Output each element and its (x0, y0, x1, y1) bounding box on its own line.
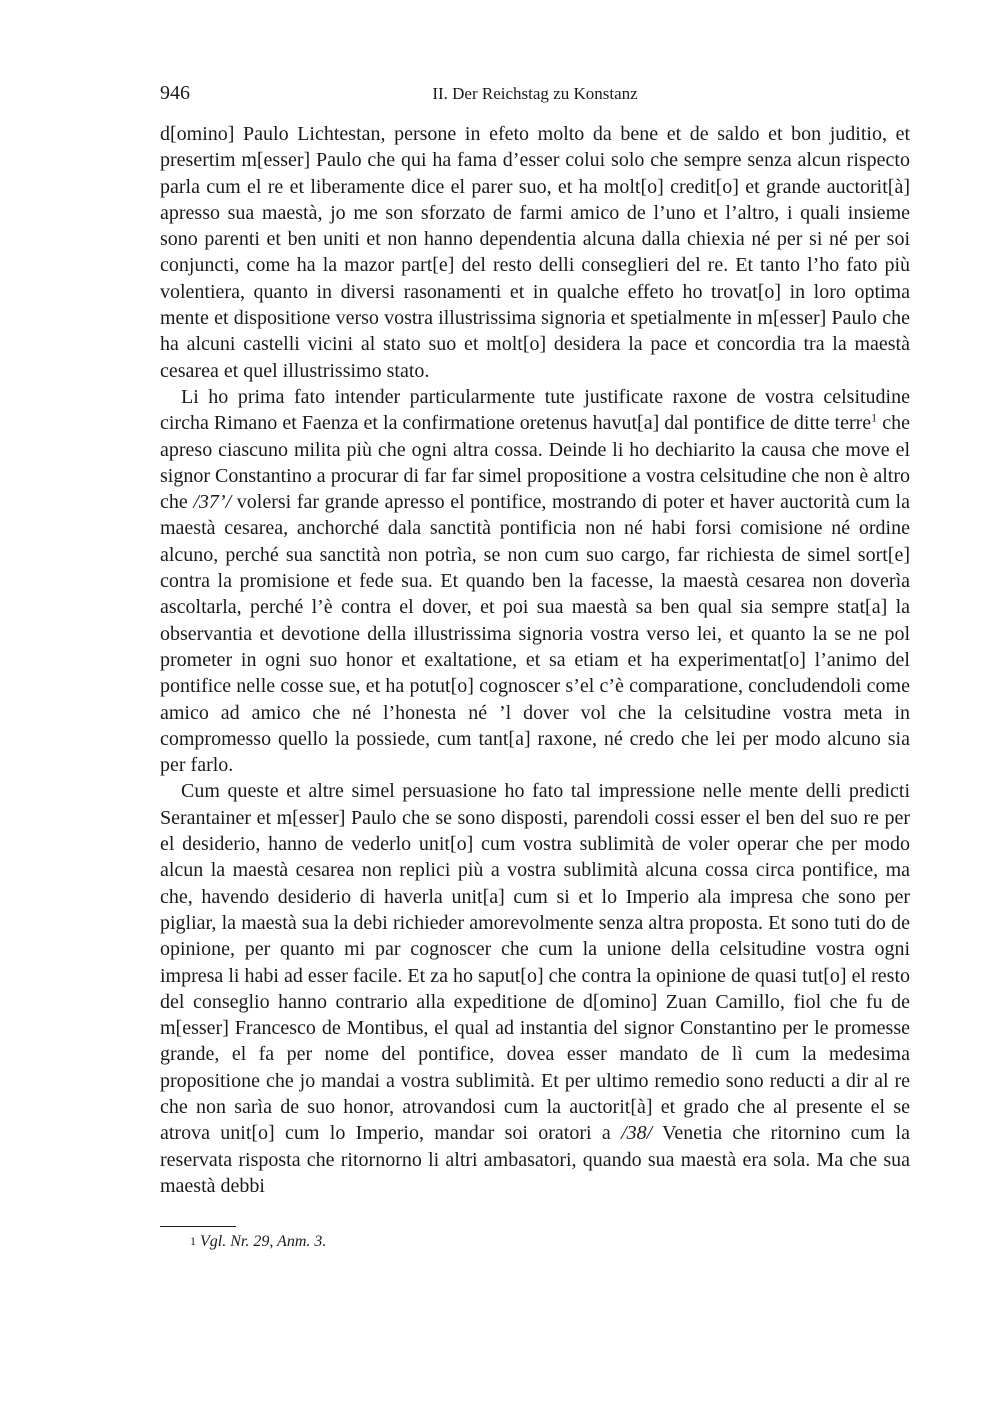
footnote-reference: 1 (871, 410, 878, 425)
page-header (160, 82, 910, 108)
text-run: Li ho prima fato intender particularmente tute justificate raxone de vostra celsitudine circha Rimano et Faenza et la confirmatione oretenus havut[a] dal pontifice de ditte terre (160, 385, 910, 435)
folio-marker: /38/ (621, 1122, 653, 1145)
footnote-text: Vgl. Nr. 29, Anm. 3. (200, 1233, 327, 1250)
footnote (190, 1233, 326, 1251)
text-run: Cum queste et altre simel persuasione ho fato tal impressione nelle mente delli predicti Serantainer et m[esser] Paulo che se sono disposti, parendoli cossi esser el ben del suo re per el desiderio, hanno de vederlo unit[o] cum vostra sublimità de voler operar che per modo alcun la maestà cesarea non replici più a vostra sublimità alcuna cossa circa pontifice, ma che, havendo desiderio di haverla unit[a] cum si et lo Imperio ala impresa che sono per pigliar, la maestà sua la debi richieder amorevolmente senza altra proposta. Et sono tuti do de opinione, per quanto mi par cognoscer che cum la unione della celsitudine vostra ogni impresa li habi ad esser facile. Et za ho saput[o] che contra la opinione de quasi tut[o] el resto del conseglio hanno contrario alla expeditione de d[omino] Zuan Camillo, fiol che fu de m[esser] Francesco de Montibus, el qual ad instantia del signor Constantino per le promesse grande, el fa per nome del pontifice, dovea esser mandato de lì cum la medesima propositione che jo mandai a vostra sublimità. Et per ultimo remedio sono reducti a dir al re che non sarìa de suo honor, atrovandosi cum la auctorit[à] et grado che al presente el se atrova unit[o] cum lo Imperio, mandar soi oratori a (160, 780, 910, 1145)
running-title: II. Der Reichstag zu Konstanz (432, 84, 638, 103)
paragraph (160, 384, 910, 778)
page-number: 946 (160, 82, 190, 104)
paragraph (160, 121, 910, 384)
text-run: Venetia che ritornino cum la reservata risposta che ritornorno li altri ambasatori, quando sua maestà era sola. Ma che sua maestà debbi (160, 1122, 910, 1197)
text-run: d[omino] Paulo Lichtestan, persone in efeto molto da bene et de saldo et bon juditio, et presertim m[esser] Paulo che qui ha fama d’esser colui solo che sempre senza alcun rispecto parla cum el re et liberamente dice el parer suo, et ha molt[o] credit[o] et grande auctorit[à] apresso sua maestà, jo me son sforzato de farmi amico de l’uno et l’altro, i quali insieme sono parenti et ben uniti et non hanno dependentia alcuna dalla chiexia né per si né per soi conjuncti, come ha la mazor part[e] del resto delli conseglieri del re. Et tanto l’ho fato più volentiera, quanto in diversi rasonamenti et in qualche effeto ho trovat[o] in loro optima mente et dispositione verso vostra illustrissima signoria et spetialmente in m[esser] Paulo che ha alcuni castelli vicini al stato suo et molt[o] desidera la pace et concordia tra la maestà cesarea et quel illustrissimo stato. (160, 123, 910, 382)
body-text (160, 121, 910, 1199)
text-run: che apreso ciascuno milita più che ogni altra cossa. Deinde li ho dechiarito la causa che move el signor Constantino a procurar di far far simel propositione a vostra celsitudine che non è altro che (160, 412, 910, 514)
folio-marker: /37’/ (193, 491, 232, 514)
paragraph (160, 778, 910, 1199)
footnote-separator (160, 1226, 236, 1227)
footnote-number: 1 (190, 1234, 196, 1248)
text-run: volersi far grande apresso el pontifice, mostrando di poter et haver auctorità cum la maestà cesarea, anchorché dala sanctità pontificia non né habi forsi comisione né ordine alcuno, perché sua sanctità non potrìa, se non cum suo cargo, far richiesta de simel sort[e] contra la promisione et fede sua. Et quando ben la facesse, la maestà cesarea non doverìa ascoltarla, perché l’è contra el dover, et poi sua maestà sa ben qual sia sempre stat[a] la observantia et devotione della illustrissima signoria vostra verso lei, et quanto la se ne pol prometer in ogni suo honor et exaltatione, et sa etiam et ha experimentat[o] l’animo del pontifice nelle cosse sue, et ha potut[o] cognoscer s’el c’è comparatione, concludendoli come amico ad amico che né l’honesta né ’l dover vol che la celsitudine vostra meta in compromesso quello la possiede, cum tant[a] raxone, né credo che lei per modo alcuno sia per farlo. (160, 491, 910, 777)
